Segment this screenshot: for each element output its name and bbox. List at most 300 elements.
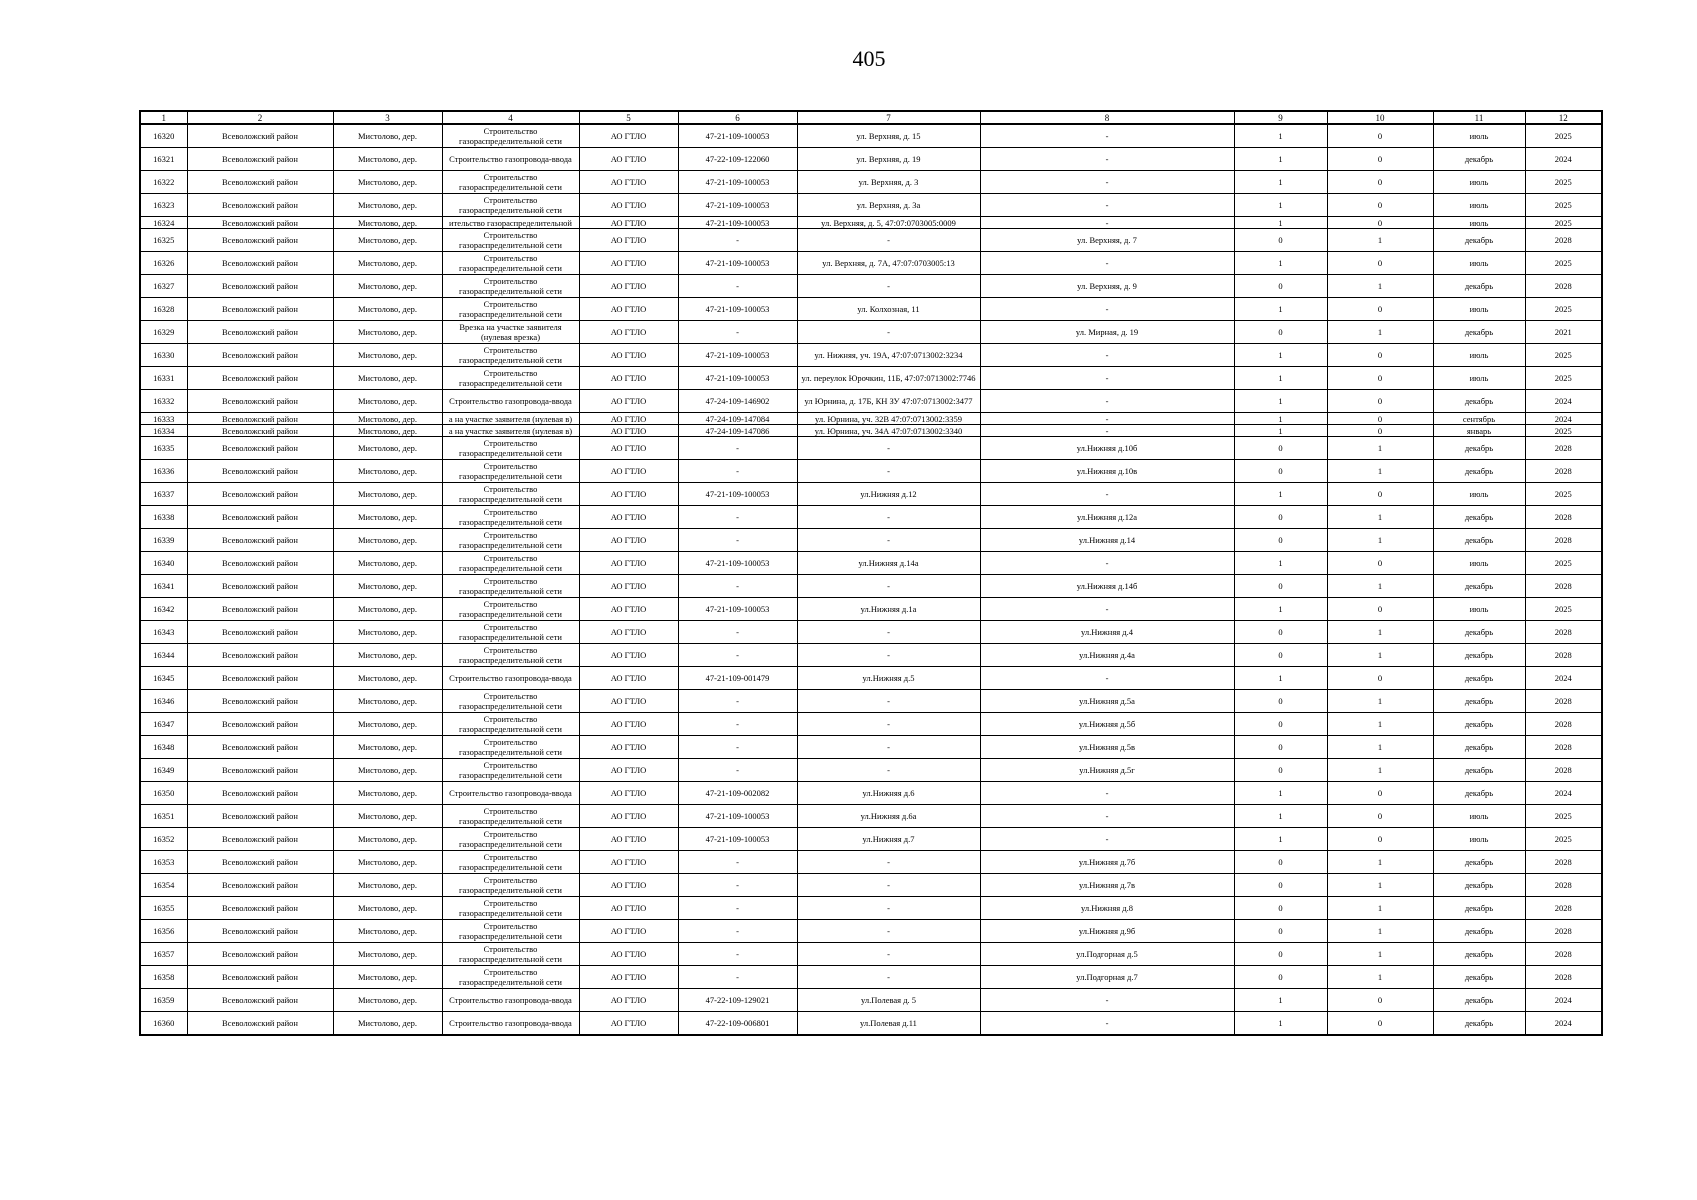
- district-cell: Всеволожский район: [187, 275, 333, 298]
- row-number-cell: 16347: [140, 713, 187, 736]
- count-b-cell: 0: [1327, 298, 1433, 321]
- count-b-cell: 1: [1327, 759, 1433, 782]
- month-cell: июль: [1433, 367, 1525, 390]
- count-a-cell: 0: [1234, 275, 1327, 298]
- district-cell: Всеволожский район: [187, 148, 333, 171]
- address-cell: ул.Нижняя д.6: [797, 782, 980, 805]
- district-cell: Всеволожский район: [187, 194, 333, 217]
- operator-cell: АО ГТЛО: [579, 782, 678, 805]
- count-b-cell: 0: [1327, 483, 1433, 506]
- object-code-cell: -: [678, 920, 797, 943]
- planned-address-cell: -: [980, 124, 1234, 148]
- count-b-cell: 0: [1327, 344, 1433, 367]
- district-cell: Всеволожский район: [187, 690, 333, 713]
- object-code-cell: -: [678, 275, 797, 298]
- row-number-cell: 16338: [140, 506, 187, 529]
- operator-cell: АО ГТЛО: [579, 667, 678, 690]
- district-cell: Всеволожский район: [187, 425, 333, 437]
- address-cell: -: [797, 920, 980, 943]
- month-cell: январь: [1433, 425, 1525, 437]
- row-number-cell: 16343: [140, 621, 187, 644]
- table-row: [140, 989, 1602, 1012]
- year-cell: 2025: [1525, 805, 1602, 828]
- count-a-cell: 0: [1234, 713, 1327, 736]
- column-header: 5: [579, 111, 678, 124]
- object-code-cell: 47-21-109-001479: [678, 667, 797, 690]
- object-code-cell: 47-21-109-100053: [678, 598, 797, 621]
- work-type-cell: Строительство газораспределительной сети: [442, 736, 579, 759]
- month-cell: декабрь: [1433, 148, 1525, 171]
- count-a-cell: 1: [1234, 367, 1327, 390]
- settlement-cell: Мистолово, дер.: [333, 298, 442, 321]
- count-a-cell: 1: [1234, 390, 1327, 413]
- object-code-cell: -: [678, 690, 797, 713]
- year-cell: 2028: [1525, 943, 1602, 966]
- month-cell: декабрь: [1433, 713, 1525, 736]
- year-cell: 2028: [1525, 437, 1602, 460]
- count-a-cell: 0: [1234, 621, 1327, 644]
- count-a-cell: 1: [1234, 298, 1327, 321]
- month-cell: декабрь: [1433, 782, 1525, 805]
- settlement-cell: Мистолово, дер.: [333, 367, 442, 390]
- work-type-cell: Строительство газораспределительной сети: [442, 275, 579, 298]
- district-cell: Всеволожский район: [187, 321, 333, 344]
- year-cell: 2024: [1525, 413, 1602, 425]
- settlement-cell: Мистолово, дер.: [333, 425, 442, 437]
- year-cell: 2025: [1525, 483, 1602, 506]
- district-cell: Всеволожский район: [187, 367, 333, 390]
- object-code-cell: 47-22-109-129021: [678, 989, 797, 1012]
- month-cell: декабрь: [1433, 275, 1525, 298]
- work-type-cell: Строительство газораспределительной сети: [442, 124, 579, 148]
- year-cell: 2024: [1525, 989, 1602, 1012]
- planned-address-cell: ул.Нижняя д.5а: [980, 690, 1234, 713]
- work-type-cell: Строительство газораспределительной сети: [442, 874, 579, 897]
- planned-address-cell: -: [980, 344, 1234, 367]
- settlement-cell: Мистолово, дер.: [333, 713, 442, 736]
- work-type-cell: Строительство газораспределительной сети: [442, 194, 579, 217]
- address-cell: ул Юрнина, д. 17Б, КН ЗУ 47:07:0713002:3477: [797, 390, 980, 413]
- row-number-cell: 16327: [140, 275, 187, 298]
- settlement-cell: Мистолово, дер.: [333, 805, 442, 828]
- year-cell: 2028: [1525, 460, 1602, 483]
- count-b-cell: 0: [1327, 828, 1433, 851]
- month-cell: декабрь: [1433, 966, 1525, 989]
- planned-address-cell: -: [980, 425, 1234, 437]
- operator-cell: АО ГТЛО: [579, 713, 678, 736]
- row-number-cell: 16326: [140, 252, 187, 275]
- row-number-cell: 16324: [140, 217, 187, 229]
- month-cell: декабрь: [1433, 460, 1525, 483]
- work-type-cell: Врезка на участке заявителя (нулевая врезка): [442, 321, 579, 344]
- district-cell: Всеволожский район: [187, 437, 333, 460]
- object-code-cell: 47-22-109-006801: [678, 1012, 797, 1036]
- settlement-cell: Мистолово, дер.: [333, 920, 442, 943]
- count-b-cell: 0: [1327, 252, 1433, 275]
- district-cell: Всеволожский район: [187, 897, 333, 920]
- settlement-cell: Мистолово, дер.: [333, 171, 442, 194]
- registry-table: [139, 110, 1603, 1036]
- row-number-cell: 16332: [140, 390, 187, 413]
- address-cell: -: [797, 759, 980, 782]
- address-cell: -: [797, 644, 980, 667]
- month-cell: июль: [1433, 194, 1525, 217]
- district-cell: Всеволожский район: [187, 759, 333, 782]
- object-code-cell: -: [678, 529, 797, 552]
- table-row: [140, 483, 1602, 506]
- settlement-cell: Мистолово, дер.: [333, 506, 442, 529]
- year-cell: 2025: [1525, 425, 1602, 437]
- planned-address-cell: ул. Мирная, д. 19: [980, 321, 1234, 344]
- table-row: [140, 425, 1602, 437]
- operator-cell: АО ГТЛО: [579, 644, 678, 667]
- count-a-cell: 1: [1234, 148, 1327, 171]
- month-cell: июль: [1433, 552, 1525, 575]
- work-type-cell: Строительство газораспределительной сети: [442, 229, 579, 252]
- planned-address-cell: ул.Нижняя д.14: [980, 529, 1234, 552]
- settlement-cell: Мистолово, дер.: [333, 229, 442, 252]
- row-number-cell: 16331: [140, 367, 187, 390]
- table-row: [140, 828, 1602, 851]
- month-cell: декабрь: [1433, 943, 1525, 966]
- object-code-cell: -: [678, 506, 797, 529]
- row-number-cell: 16345: [140, 667, 187, 690]
- work-type-cell: Строительство газопровода-ввода: [442, 782, 579, 805]
- district-cell: Всеволожский район: [187, 252, 333, 275]
- address-cell: -: [797, 966, 980, 989]
- count-a-cell: 1: [1234, 483, 1327, 506]
- year-cell: 2028: [1525, 713, 1602, 736]
- row-number-cell: 16320: [140, 124, 187, 148]
- work-type-cell: а на участке заявителя (нулевая в): [442, 425, 579, 437]
- operator-cell: АО ГТЛО: [579, 690, 678, 713]
- planned-address-cell: ул.Нижняя д.10в: [980, 460, 1234, 483]
- operator-cell: АО ГТЛО: [579, 805, 678, 828]
- address-cell: -: [797, 529, 980, 552]
- object-code-cell: 47-22-109-122060: [678, 148, 797, 171]
- table-row: [140, 966, 1602, 989]
- count-a-cell: 0: [1234, 229, 1327, 252]
- table-row: [140, 598, 1602, 621]
- settlement-cell: Мистолово, дер.: [333, 736, 442, 759]
- address-cell: -: [797, 229, 980, 252]
- planned-address-cell: ул. Верхняя, д. 9: [980, 275, 1234, 298]
- count-b-cell: 1: [1327, 851, 1433, 874]
- settlement-cell: Мистолово, дер.: [333, 413, 442, 425]
- count-a-cell: 1: [1234, 805, 1327, 828]
- address-cell: ул.Нижняя д.6а: [797, 805, 980, 828]
- work-type-cell: Строительство газораспределительной сети: [442, 437, 579, 460]
- month-cell: декабрь: [1433, 390, 1525, 413]
- table-row: [140, 575, 1602, 598]
- planned-address-cell: -: [980, 989, 1234, 1012]
- year-cell: 2025: [1525, 194, 1602, 217]
- object-code-cell: -: [678, 575, 797, 598]
- count-a-cell: 0: [1234, 690, 1327, 713]
- address-cell: ул.Нижняя д.1а: [797, 598, 980, 621]
- work-type-cell: Строительство газораспределительной сети: [442, 575, 579, 598]
- district-cell: Всеволожский район: [187, 621, 333, 644]
- count-b-cell: 1: [1327, 460, 1433, 483]
- operator-cell: АО ГТЛО: [579, 425, 678, 437]
- work-type-cell: Строительство газораспределительной сети: [442, 252, 579, 275]
- operator-cell: АО ГТЛО: [579, 1012, 678, 1036]
- count-a-cell: 1: [1234, 252, 1327, 275]
- row-number-cell: 16335: [140, 437, 187, 460]
- planned-address-cell: ул. Верхняя, д. 7: [980, 229, 1234, 252]
- district-cell: Всеволожский район: [187, 413, 333, 425]
- settlement-cell: Мистолово, дер.: [333, 690, 442, 713]
- settlement-cell: Мистолово, дер.: [333, 851, 442, 874]
- planned-address-cell: -: [980, 598, 1234, 621]
- table-row: [140, 390, 1602, 413]
- month-cell: декабрь: [1433, 759, 1525, 782]
- district-cell: Всеволожский район: [187, 483, 333, 506]
- row-number-cell: 16328: [140, 298, 187, 321]
- column-header: 7: [797, 111, 980, 124]
- table-row: [140, 275, 1602, 298]
- count-b-cell: 0: [1327, 989, 1433, 1012]
- count-a-cell: 1: [1234, 344, 1327, 367]
- operator-cell: АО ГТЛО: [579, 194, 678, 217]
- column-header: 3: [333, 111, 442, 124]
- count-a-cell: 0: [1234, 897, 1327, 920]
- planned-address-cell: ул.Нижняя д.4а: [980, 644, 1234, 667]
- month-cell: июль: [1433, 124, 1525, 148]
- address-cell: -: [797, 460, 980, 483]
- page-number: 405: [852, 46, 886, 71]
- count-b-cell: 0: [1327, 217, 1433, 229]
- address-cell: ул.Нижняя д.7: [797, 828, 980, 851]
- work-type-cell: Строительство газораспределительной сети: [442, 644, 579, 667]
- planned-address-cell: ул.Нижняя д.8: [980, 897, 1234, 920]
- planned-address-cell: ул.Нижняя д.5в: [980, 736, 1234, 759]
- district-cell: Всеволожский район: [187, 851, 333, 874]
- settlement-cell: Мистолово, дер.: [333, 989, 442, 1012]
- month-cell: июль: [1433, 252, 1525, 275]
- table-row: [140, 805, 1602, 828]
- operator-cell: АО ГТЛО: [579, 897, 678, 920]
- object-code-cell: 47-21-109-100053: [678, 194, 797, 217]
- settlement-cell: Мистолово, дер.: [333, 552, 442, 575]
- count-b-cell: 0: [1327, 390, 1433, 413]
- object-code-cell: 47-21-109-100053: [678, 367, 797, 390]
- address-cell: -: [797, 275, 980, 298]
- district-cell: Всеволожский район: [187, 229, 333, 252]
- district-cell: Всеволожский район: [187, 1012, 333, 1036]
- table-row: [140, 344, 1602, 367]
- district-cell: Всеволожский район: [187, 575, 333, 598]
- planned-address-cell: ул.Подгорная д.5: [980, 943, 1234, 966]
- planned-address-cell: -: [980, 1012, 1234, 1036]
- year-cell: 2025: [1525, 828, 1602, 851]
- count-a-cell: 1: [1234, 171, 1327, 194]
- row-number-cell: 16356: [140, 920, 187, 943]
- count-b-cell: 1: [1327, 897, 1433, 920]
- table-row: [140, 148, 1602, 171]
- count-a-cell: 1: [1234, 217, 1327, 229]
- operator-cell: АО ГТЛО: [579, 552, 678, 575]
- year-cell: 2028: [1525, 759, 1602, 782]
- row-number-cell: 16322: [140, 171, 187, 194]
- month-cell: июль: [1433, 483, 1525, 506]
- table-row: [140, 124, 1602, 148]
- year-cell: 2028: [1525, 575, 1602, 598]
- count-a-cell: 0: [1234, 575, 1327, 598]
- district-cell: Всеволожский район: [187, 298, 333, 321]
- row-number-cell: 16354: [140, 874, 187, 897]
- year-cell: 2025: [1525, 552, 1602, 575]
- address-cell: ул. Юрнина, уч. 32В 47:07:0713002:3359: [797, 413, 980, 425]
- district-cell: Всеволожский район: [187, 805, 333, 828]
- object-code-cell: 47-21-109-100053: [678, 252, 797, 275]
- operator-cell: АО ГТЛО: [579, 390, 678, 413]
- operator-cell: АО ГТЛО: [579, 124, 678, 148]
- work-type-cell: Строительство газораспределительной сети: [442, 529, 579, 552]
- object-code-cell: -: [678, 851, 797, 874]
- count-a-cell: 1: [1234, 989, 1327, 1012]
- operator-cell: АО ГТЛО: [579, 483, 678, 506]
- planned-address-cell: ул.Нижняя д.7в: [980, 874, 1234, 897]
- count-b-cell: 0: [1327, 805, 1433, 828]
- object-code-cell: 47-21-109-100053: [678, 298, 797, 321]
- district-cell: Всеволожский район: [187, 552, 333, 575]
- object-code-cell: 47-21-109-100053: [678, 171, 797, 194]
- count-a-cell: 1: [1234, 425, 1327, 437]
- object-code-cell: -: [678, 736, 797, 759]
- work-type-cell: Строительство газопровода-ввода: [442, 989, 579, 1012]
- object-code-cell: 47-24-109-147086: [678, 425, 797, 437]
- column-header: 1: [140, 111, 187, 124]
- address-cell: -: [797, 736, 980, 759]
- year-cell: 2028: [1525, 506, 1602, 529]
- month-cell: декабрь: [1433, 229, 1525, 252]
- count-a-cell: 1: [1234, 828, 1327, 851]
- object-code-cell: 47-21-109-100053: [678, 828, 797, 851]
- settlement-cell: Мистолово, дер.: [333, 644, 442, 667]
- column-header: 4: [442, 111, 579, 124]
- operator-cell: АО ГТЛО: [579, 759, 678, 782]
- address-cell: ул.Нижняя д.14а: [797, 552, 980, 575]
- table-row: [140, 736, 1602, 759]
- district-cell: Всеволожский район: [187, 644, 333, 667]
- address-cell: -: [797, 713, 980, 736]
- table-row: [140, 713, 1602, 736]
- planned-address-cell: -: [980, 217, 1234, 229]
- work-type-cell: Строительство газораспределительной сети: [442, 851, 579, 874]
- table-row: [140, 759, 1602, 782]
- month-cell: июль: [1433, 217, 1525, 229]
- district-cell: Всеволожский район: [187, 989, 333, 1012]
- table-row: [140, 782, 1602, 805]
- count-a-cell: 0: [1234, 736, 1327, 759]
- row-number-cell: 16330: [140, 344, 187, 367]
- settlement-cell: Мистолово, дер.: [333, 217, 442, 229]
- settlement-cell: Мистолово, дер.: [333, 437, 442, 460]
- object-code-cell: -: [678, 966, 797, 989]
- address-cell: -: [797, 575, 980, 598]
- column-header: 6: [678, 111, 797, 124]
- row-number-cell: 16329: [140, 321, 187, 344]
- operator-cell: АО ГТЛО: [579, 171, 678, 194]
- object-code-cell: 47-21-109-100053: [678, 217, 797, 229]
- settlement-cell: Мистолово, дер.: [333, 275, 442, 298]
- table-row: [140, 529, 1602, 552]
- work-type-cell: Строительство газораспределительной сети: [442, 598, 579, 621]
- settlement-cell: Мистолово, дер.: [333, 759, 442, 782]
- operator-cell: АО ГТЛО: [579, 298, 678, 321]
- operator-cell: АО ГТЛО: [579, 851, 678, 874]
- month-cell: декабрь: [1433, 621, 1525, 644]
- row-number-cell: 16352: [140, 828, 187, 851]
- district-cell: Всеволожский район: [187, 667, 333, 690]
- district-cell: Всеволожский район: [187, 460, 333, 483]
- count-b-cell: 0: [1327, 667, 1433, 690]
- count-b-cell: 0: [1327, 1012, 1433, 1036]
- count-a-cell: 1: [1234, 413, 1327, 425]
- year-cell: 2028: [1525, 275, 1602, 298]
- object-code-cell: -: [678, 460, 797, 483]
- year-cell: 2028: [1525, 644, 1602, 667]
- settlement-cell: Мистолово, дер.: [333, 1012, 442, 1036]
- row-number-cell: 16358: [140, 966, 187, 989]
- planned-address-cell: -: [980, 298, 1234, 321]
- settlement-cell: Мистолово, дер.: [333, 966, 442, 989]
- year-cell: 2028: [1525, 621, 1602, 644]
- year-cell: 2025: [1525, 171, 1602, 194]
- column-header-row: [140, 111, 1602, 124]
- operator-cell: АО ГТЛО: [579, 966, 678, 989]
- address-cell: -: [797, 897, 980, 920]
- count-a-cell: 1: [1234, 667, 1327, 690]
- operator-cell: АО ГТЛО: [579, 943, 678, 966]
- table-row: [140, 217, 1602, 229]
- work-type-cell: Строительство газораспределительной сети: [442, 966, 579, 989]
- address-cell: ул. Верхняя, д. 5, 47:07:0703005:0009: [797, 217, 980, 229]
- month-cell: декабрь: [1433, 736, 1525, 759]
- operator-cell: АО ГТЛО: [579, 229, 678, 252]
- count-b-cell: 1: [1327, 321, 1433, 344]
- work-type-cell: Строительство газораспределительной сети: [442, 367, 579, 390]
- work-type-cell: Строительство газораспределительной сети: [442, 920, 579, 943]
- address-cell: ул. Верхняя, д. 3: [797, 171, 980, 194]
- table-row: [140, 229, 1602, 252]
- address-cell: ул. Юрнина, уч. 34А 47:07:0713002:3340: [797, 425, 980, 437]
- row-number-cell: 16355: [140, 897, 187, 920]
- month-cell: декабрь: [1433, 437, 1525, 460]
- year-cell: 2021: [1525, 321, 1602, 344]
- planned-address-cell: -: [980, 194, 1234, 217]
- settlement-cell: Мистолово, дер.: [333, 575, 442, 598]
- row-number-cell: 16350: [140, 782, 187, 805]
- planned-address-cell: ул.Нижняя д.5б: [980, 713, 1234, 736]
- address-cell: ул.Полевая д.11: [797, 1012, 980, 1036]
- table-row: [140, 920, 1602, 943]
- planned-address-cell: -: [980, 390, 1234, 413]
- year-cell: 2028: [1525, 229, 1602, 252]
- table-row: [140, 1012, 1602, 1036]
- address-cell: -: [797, 621, 980, 644]
- count-b-cell: 1: [1327, 529, 1433, 552]
- year-cell: 2028: [1525, 851, 1602, 874]
- count-a-cell: 0: [1234, 920, 1327, 943]
- object-code-cell: -: [678, 437, 797, 460]
- planned-address-cell: -: [980, 252, 1234, 275]
- work-type-cell: Строительство газораспределительной сети: [442, 344, 579, 367]
- address-cell: ул. Верхняя, д. 19: [797, 148, 980, 171]
- table-row: [140, 194, 1602, 217]
- table-row: [140, 171, 1602, 194]
